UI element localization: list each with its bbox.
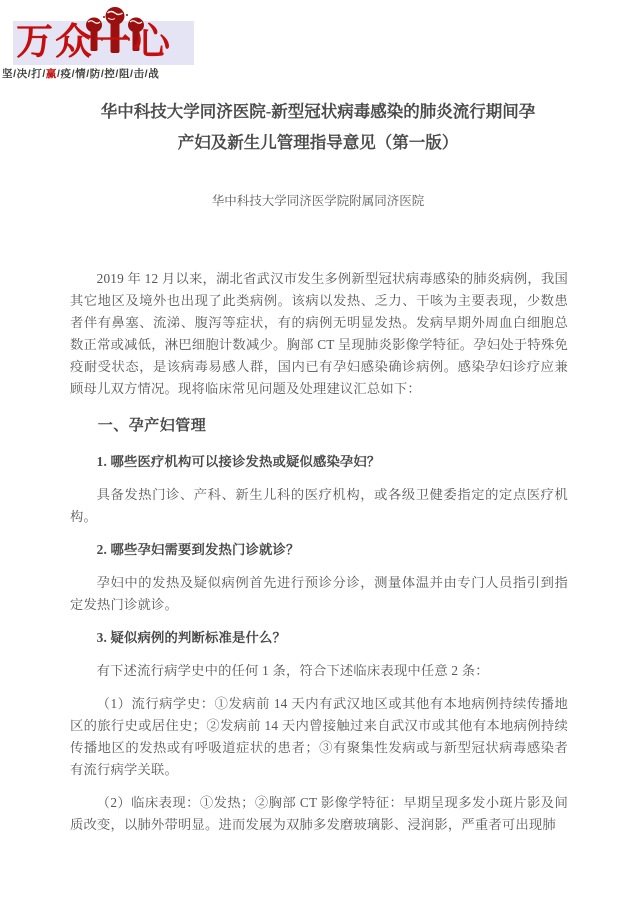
document-title xyxy=(60,96,576,158)
tagline-suffix: /疫/情/防/控/阻/击/战 xyxy=(56,68,160,80)
document-subtitle: 华中科技大学同济医学院附属同济医院 xyxy=(211,194,425,208)
question-1: 1. 哪些医疗机构可以接诊发热或疑似感染孕妇？ xyxy=(96,454,381,469)
campaign-banner xyxy=(2,21,194,80)
title-line-1: 华中科技大学同济医院-新型冠状病毒感染的肺炎流行期间孕 xyxy=(100,102,536,121)
question-2: 2. 哪些孕妇需要到发热门诊就诊？ xyxy=(96,542,300,557)
document-body xyxy=(70,268,568,847)
title-line-2: 产妇及新生儿管理指导意见（第一版） xyxy=(177,133,459,152)
banner-tagline xyxy=(2,66,159,81)
answer-3-epidemiology: （1）流行病学史：①发病前 14 天内有武汉地区或其他有本地病例持续传播地区的旅行史或居住史；②发病前 14 天内曾接触过来自武汉市或其他有本地病例持续传播地区的发热或有呼吸道症状的患者；③有聚集性发病或与新型冠状病毒感染者有流行病学关联。 xyxy=(70,696,568,777)
tagline-prefix: 坚/决/打/ xyxy=(2,68,46,80)
banner-slogan: 万众一心 xyxy=(16,22,172,63)
answer-3-criteria: 有下述流行病学史中的任何 1 条，符合下述临床表现中任意 2 条： xyxy=(96,663,489,678)
tagline-highlight: 赢 xyxy=(45,68,57,80)
intro-paragraph: 2019 年 12 月以来，湖北省武汉市发生多例新型冠状病毒感染的肺炎病例，我国其它地区及境外也出现了此类病例。该病以发热、乏力、干咳为主要表现，少数患者伴有鼻塞、流涕、腹泻等症状，有的病例无明显发热。发病早期外周血白细胞总数正常或减低，淋巴细胞计数减少。胸部 CT 呈现肺炎影像学特征。孕妇处于特殊免疫耐受状态，是该病毒易感人群，国内已有孕妇感染确诊病例。感染孕妇诊疗应兼顾母儿双方情况。现将临床常见问题及处理建议汇总如下： xyxy=(70,271,568,396)
answer-1: 具备发热门诊、产科、新生儿科的医疗机构，或各级卫健委指定的定点医疗机构。 xyxy=(70,487,568,524)
answer-3-clinical: （2）临床表现：①发热；②胸部 CT 影像学特征：早期呈现多发小斑片影及间质改变，以肺外带明显。进而发展为双肺多发磨玻璃影、浸润影，严重者可出现肺 xyxy=(70,795,568,832)
question-3: 3. 疑似病例的判断标准是什么？ xyxy=(96,630,286,645)
section-heading: 一、孕产妇管理 xyxy=(97,418,207,434)
answer-2: 孕妇中的发热及疑似病例首先进行预诊分诊，测量体温并由专门人员指引到指定发热门诊就诊。 xyxy=(70,575,568,612)
